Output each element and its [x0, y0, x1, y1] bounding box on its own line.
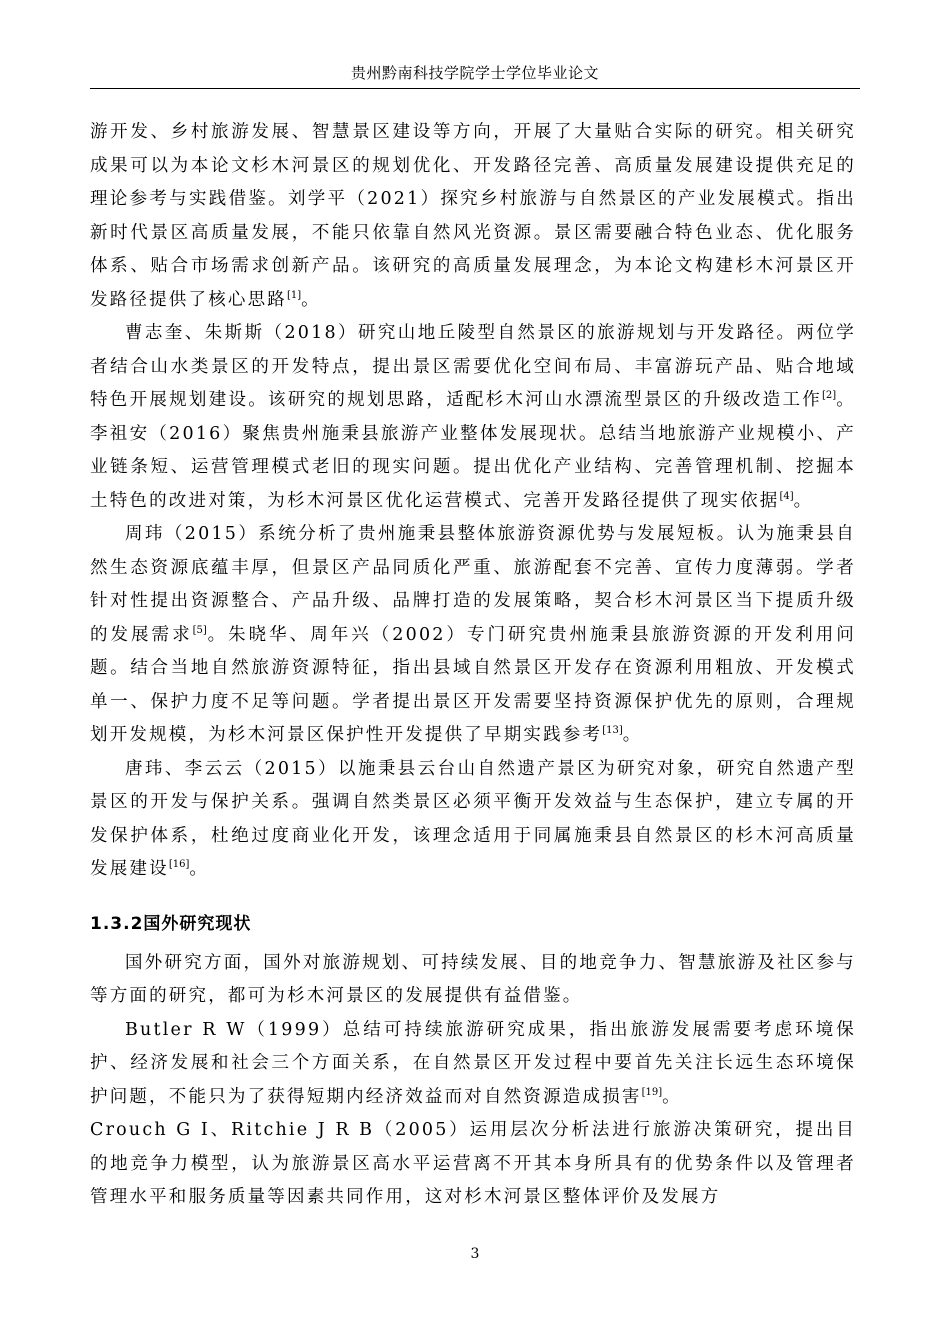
- paragraph-text: 唐玮、李云云（2015）以施秉县云台山自然遗产景区为研究对象，研究自然遗产型景区的开发与保护关系。强调自然类景区必须平衡开发效益与生态保护，建立专属的开发保护体系，杜绝过度商业化开发，该理念适用于同属施秉县自然景区的杉木河高质量发展建设: [90, 758, 856, 879]
- paragraph-text: 。李祖安（2016）聚焦贵州施秉县旅游产业整体发展现状。总结当地旅游产业规模小、产业链条短、运营管理模式老旧的现实问题。提出优化产业结构、完善管理机制、挖掘本土特色的改进对策，为杉木河景区优化运营模式、完善开发路径提供了现实依据: [90, 390, 856, 511]
- paragraph-text: 。朱晓华、周年兴（2002）专门研究贵州施秉县旅游资源的开发利用问题。结合当地自然旅游资源特征，指出县域自然景区开发存在资源利用粗放、开发模式单一、保护力度不足等问题。学者提出景区开发需要坚持资源保护优先的原则，合理规划开发规模，为杉木河景区保护性开发提供了早期实践参考: [90, 624, 857, 745]
- paragraph-text: 。: [662, 1086, 682, 1107]
- page-number: 3: [470, 1246, 480, 1262]
- paragraph-text: 。: [189, 859, 210, 879]
- paragraph: [90, 116, 856, 317]
- paragraph: [90, 947, 856, 1014]
- paragraph-text: Butler R W（1999）总结可持续旅游研究成果，指出旅游发展需要考虑环境保护、经济发展和社会三个方面关系，在自然景区开发过程中要首先关注长远生态环境保护问题，不能只为了获得短期内经济效益而对自然资源造成损害: [90, 1019, 856, 1107]
- paragraph-text: 曹志奎、朱斯斯（2018）研究山地丘陵型自然景区的旅游规划与开发路径。两位学者结合山水类景区的开发特点，提出景区需要优化空间布局、丰富游玩产品、贴合地域特色开展规划建设。该研究的规划思路，适配杉木河山水漂流型景区的升级改造工作: [90, 323, 856, 410]
- section-heading: 1.3.2国外研究现状: [90, 913, 252, 934]
- page-body: [90, 116, 856, 1215]
- paragraph: [90, 1014, 856, 1115]
- citation-ref: [16]: [168, 859, 190, 871]
- citation-ref: [4]: [779, 490, 794, 502]
- paragraph-text: 国外研究方面，国外对旅游规划、可持续发展、目的地竞争力、智慧旅游及社区参与等方面的研究，都可为杉木河景区的发展提供有益借鉴。: [90, 952, 856, 1006]
- citation-ref: [1]: [287, 289, 302, 301]
- paragraph: [90, 753, 856, 887]
- paragraph-text: Crouch G I、Ritchie J R B（2005）运用层次分析法进行旅游决策研究，提出目的地竞争力模型，认为旅游景区高水平运营离不开其本身所具有的优势条件以及管理者管理水平和服务质量等因素共同作用，这对杉木河景区整体评价及发展方: [90, 1120, 856, 1207]
- citation-ref: [13]: [602, 725, 623, 737]
- paragraph: [90, 317, 856, 518]
- paragraph-text: 。: [301, 289, 321, 310]
- citation-ref: [19]: [641, 1086, 663, 1098]
- paragraph: [90, 518, 856, 753]
- citation-ref: [5]: [192, 624, 207, 636]
- paragraph-text: 周玮（2015）系统分析了贵州施秉县整体旅游资源优势与发展短板。认为施秉县自然生态资源底蕴丰厚，但景区产品同质化严重、旅游配套不完善、宣传力度薄弱。学者针对性提出资源整合、产品升级、品牌打造的发展策略，契合杉木河景区当下提质升级的发展需求: [90, 524, 856, 645]
- header-rule: [90, 88, 860, 89]
- paragraph: [90, 1114, 856, 1215]
- paragraph-text: 。: [793, 490, 814, 511]
- paragraph-text: 。: [622, 725, 643, 745]
- citation-ref: [2]: [822, 390, 837, 402]
- paragraph-text: 游开发、乡村旅游发展、智慧景区建设等方向，开展了大量贴合实际的研究。相关研究成果可以为本论文杉木河景区的规划优化、开发路径完善、高质量发展建设提供充足的理论参考与实践借鉴。刘学平（2021）探究乡村旅游与自然景区的产业发展模式。指出新时代景区高质量发展，不能只依靠自然风光资源。景区需要融合特色业态、优化服务体系、贴合市场需求创新产品。该研究的高质量发展理念，为本论文构建杉木河景区开发路径提供了核心思路: [90, 122, 856, 310]
- running-header: 贵州黔南科技学院学士学位毕业论文: [350, 64, 599, 82]
